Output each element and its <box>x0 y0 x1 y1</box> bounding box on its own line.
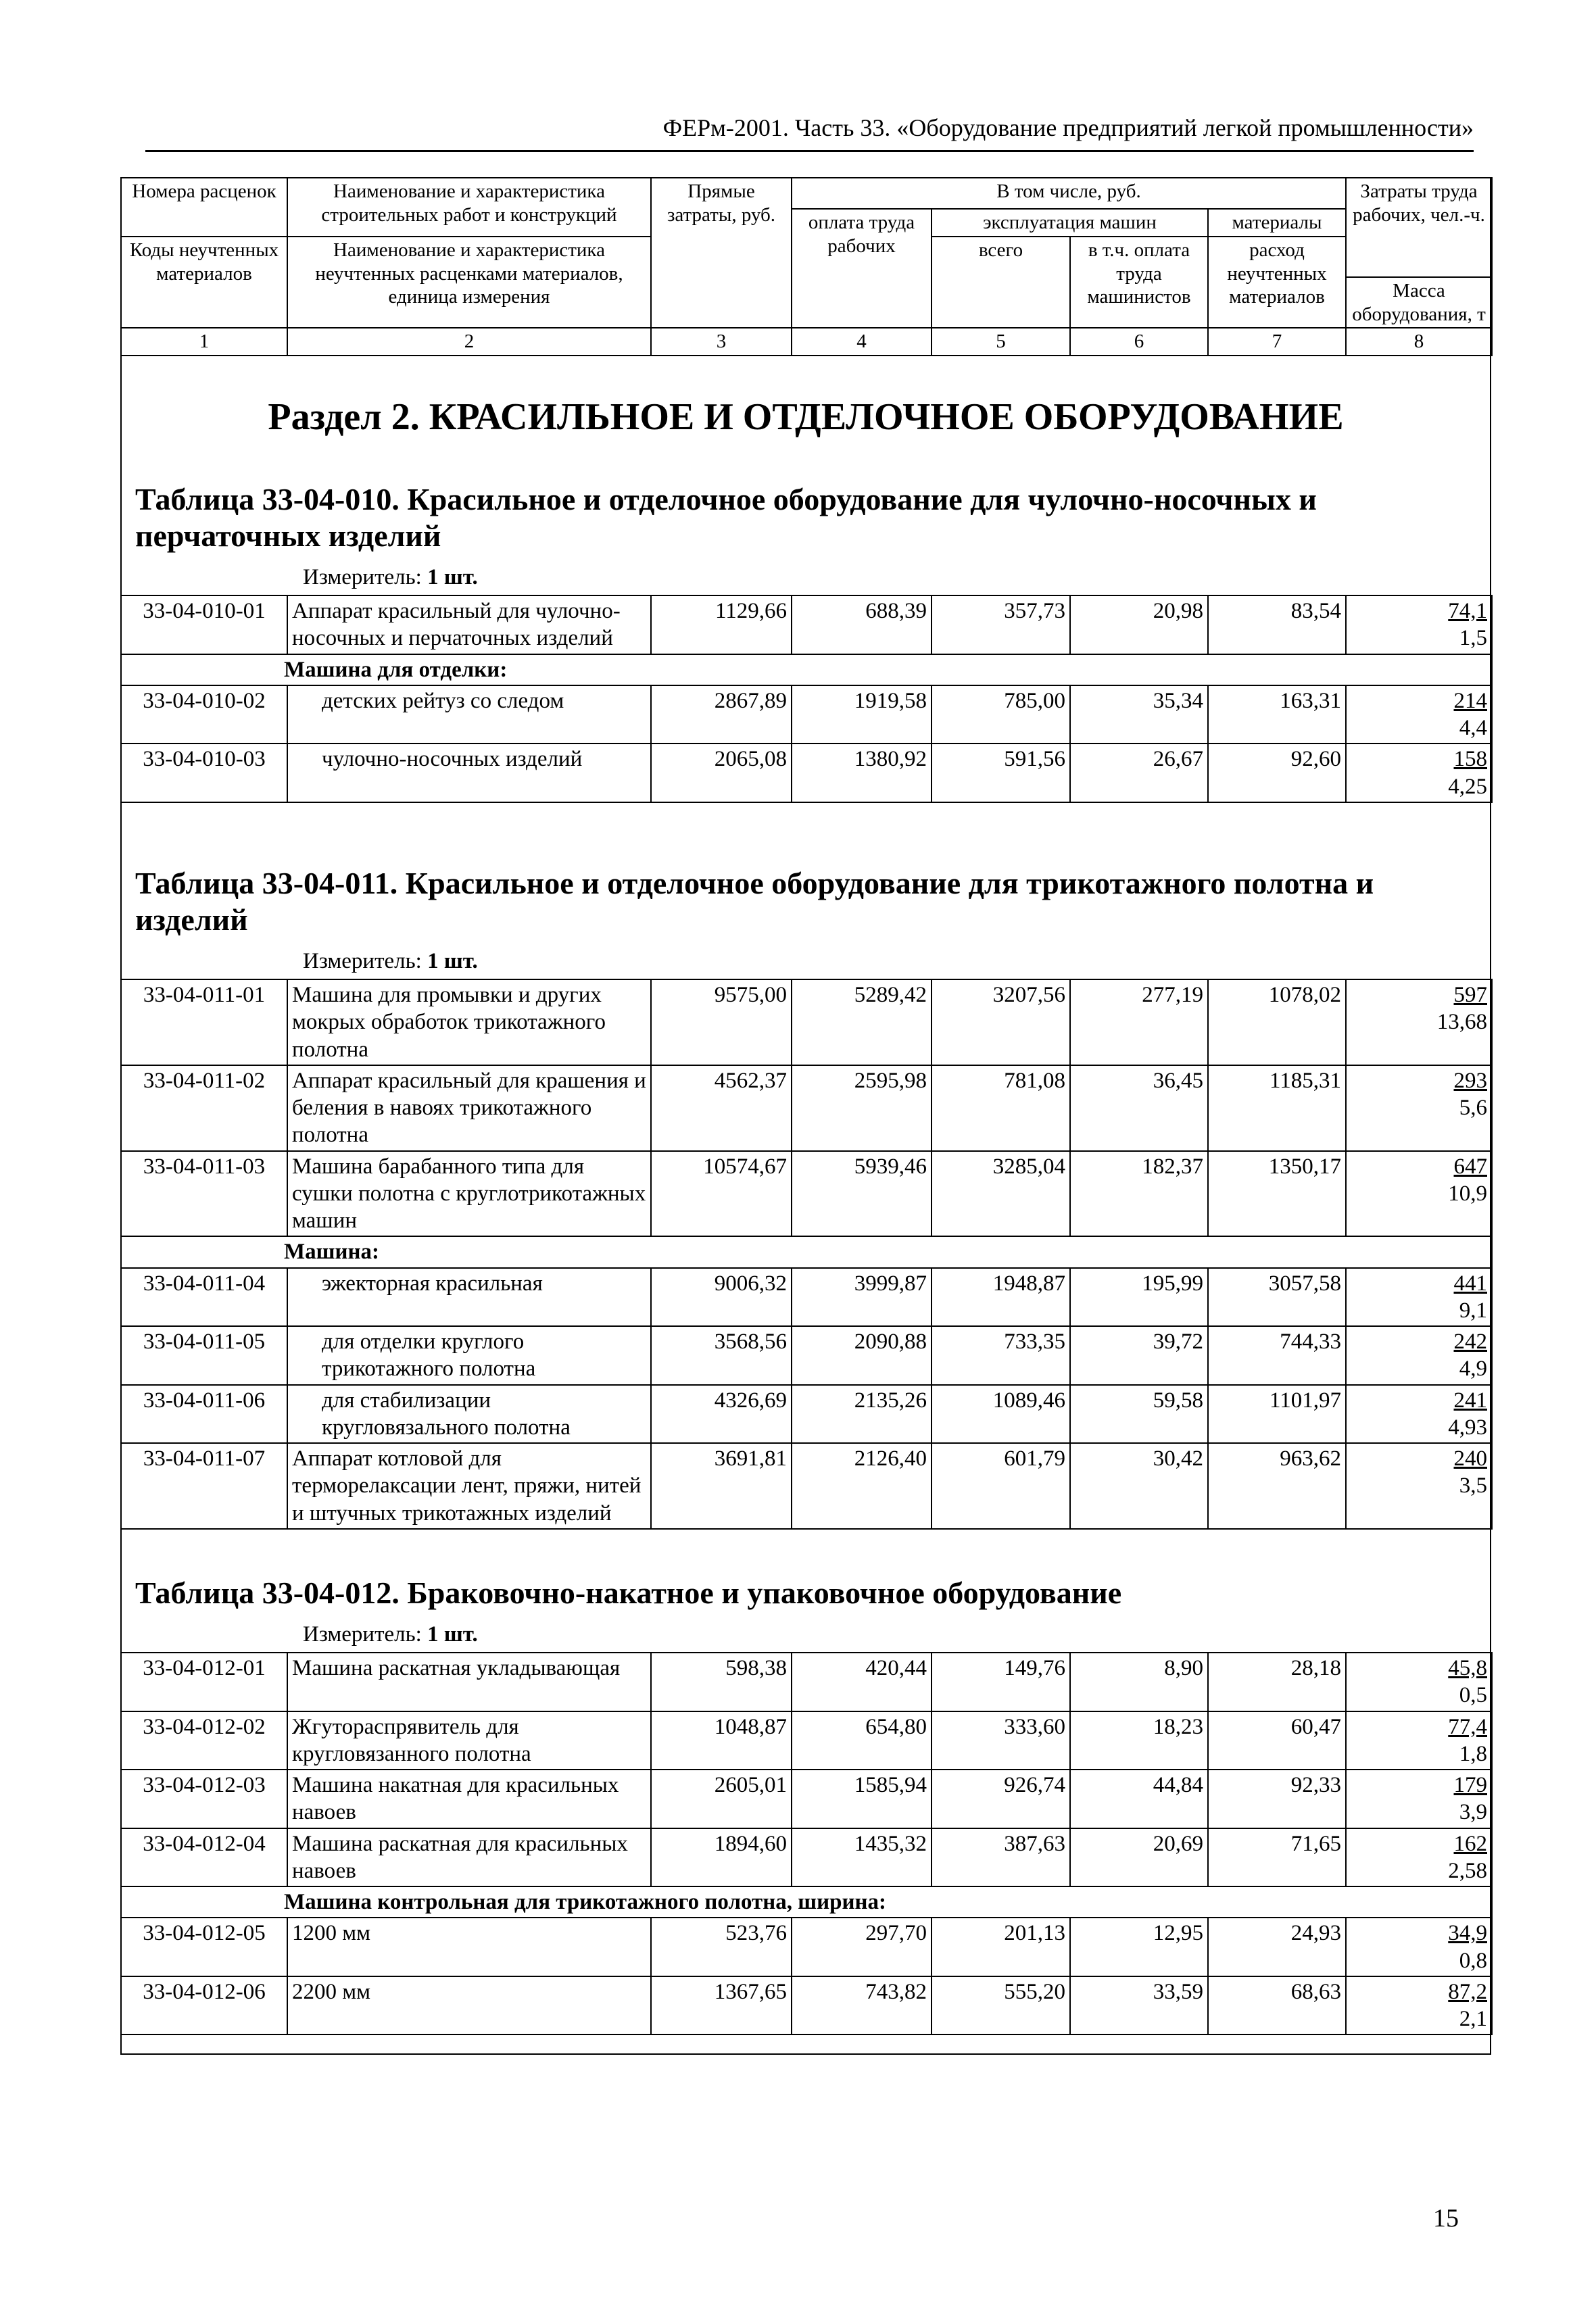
direct-costs-value: 1048,87 <box>651 1711 792 1770</box>
labor-costs-value: 240 <box>1453 1446 1487 1471</box>
rate-code: 33-04-011-02 <box>121 1065 287 1151</box>
machine-total-value: 926,74 <box>932 1770 1070 1828</box>
operator-pay-value: 8,90 <box>1070 1653 1208 1711</box>
rate-code: 33-04-011-06 <box>121 1385 287 1444</box>
section-title: Раздел 2. КРАСИЛЬНОЕ И ОТДЕЛОЧНОЕ ОБОРУДОВАНИЕ <box>268 396 1344 438</box>
column-number: 5 <box>932 328 1070 356</box>
materials-value: 71,65 <box>1208 1828 1346 1887</box>
table-row <box>121 1828 1492 1887</box>
direct-costs-value: 9575,00 <box>651 979 792 1065</box>
rates-table <box>120 595 1493 803</box>
direct-costs-value: 1894,60 <box>651 1828 792 1887</box>
labor-mass-cell <box>1346 1443 1492 1529</box>
equipment-mass-value: 3,9 <box>1459 1800 1487 1825</box>
machine-total-value: 591,56 <box>932 744 1070 802</box>
labor-mass-cell <box>1346 1828 1492 1887</box>
labor-costs-value: 441 <box>1453 1271 1487 1296</box>
column-number: 2 <box>287 328 651 356</box>
column-header-table <box>120 177 1493 356</box>
equipment-mass-value: 9,1 <box>1459 1298 1487 1323</box>
rates-table <box>120 1652 1493 2035</box>
operator-pay-value: 39,72 <box>1070 1326 1208 1385</box>
labor-mass-cell <box>1346 1653 1492 1711</box>
equipment-mass-value: 0,8 <box>1459 1948 1487 1973</box>
rate-code: 33-04-010-03 <box>121 744 287 802</box>
equipment-mass-value: 10,9 <box>1448 1181 1487 1206</box>
rate-name: для стабилизации кругловязального полотна <box>287 1385 651 1444</box>
header-material-usage: расход неучтенных материалов <box>1208 237 1346 328</box>
machine-total-value: 601,79 <box>932 1443 1070 1529</box>
worker-pay-value: 420,44 <box>792 1653 932 1711</box>
column-number: 8 <box>1346 328 1492 356</box>
rate-code: 33-04-012-05 <box>121 1918 287 1976</box>
rate-code: 33-04-012-03 <box>121 1770 287 1828</box>
labor-mass-cell <box>1346 685 1492 744</box>
direct-costs-value: 4562,37 <box>651 1065 792 1151</box>
header-machine-total: всего <box>932 237 1070 328</box>
operator-pay-value: 26,67 <box>1070 744 1208 802</box>
table-title: Таблица 33-04-010. Красильное и отделочное оборудование для чулочно-носочных и перчаточных изделий <box>135 482 1317 554</box>
table-row <box>121 685 1492 744</box>
rate-name: чулочно-носочных изделий <box>287 744 651 802</box>
equipment-mass-value: 3,5 <box>1459 1473 1487 1498</box>
direct-costs-value: 10574,67 <box>651 1151 792 1237</box>
machine-total-value: 3285,04 <box>932 1151 1070 1237</box>
equipment-mass-value: 4,25 <box>1448 774 1487 799</box>
machine-total-value: 785,00 <box>932 685 1070 744</box>
materials-value: 1101,97 <box>1208 1385 1346 1444</box>
labor-mass-cell <box>1346 1326 1492 1385</box>
machine-total-value: 555,20 <box>932 1976 1070 2035</box>
header-worker-pay: оплата труда рабочих <box>792 209 932 328</box>
machine-total-value: 3207,56 <box>932 979 1070 1065</box>
materials-value: 744,33 <box>1208 1326 1346 1385</box>
rate-name: Аппарат красильный для чулочно-носочных и перчаточных изделий <box>287 595 651 654</box>
rate-code: 33-04-011-01 <box>121 979 287 1065</box>
rate-code: 33-04-012-02 <box>121 1711 287 1770</box>
rate-name: Машина барабанного типа для сушки полотна с круглотрикотажных машин <box>287 1151 651 1237</box>
column-number: 6 <box>1070 328 1208 356</box>
machine-total-value: 201,13 <box>932 1918 1070 1976</box>
labor-costs-value: 158 <box>1453 747 1487 772</box>
labor-mass-cell <box>1346 1268 1492 1327</box>
header-materials: материалы <box>1208 209 1346 237</box>
rate-code: 33-04-010-02 <box>121 685 287 744</box>
worker-pay-value: 1919,58 <box>792 685 932 744</box>
measure-unit: Измеритель: 1 шт. <box>303 949 478 973</box>
labor-costs-value: 87,2 <box>1448 1979 1487 2004</box>
materials-value: 92,60 <box>1208 744 1346 802</box>
header-rule <box>145 150 1474 152</box>
equipment-mass-value: 2,1 <box>1459 2007 1487 2031</box>
table-row <box>121 1653 1492 1711</box>
page-header-title: ФЕРм-2001. Часть 33. «Оборудование предприятий легкой промышленности» <box>662 114 1474 141</box>
rate-name: Аппарат котловой для терморелаксации лент, пряжи, нитей и штучных трикотажных изделий <box>287 1443 651 1529</box>
labor-costs-value: 77,4 <box>1448 1714 1487 1739</box>
group-heading: Машина для отделки: <box>121 654 1492 685</box>
table-row <box>121 1151 1492 1237</box>
labor-costs-value: 242 <box>1453 1330 1487 1354</box>
group-heading: Машина: <box>121 1236 1492 1267</box>
machine-total-value: 781,08 <box>932 1065 1070 1151</box>
rate-name: эжекторная красильная <box>287 1268 651 1327</box>
header-material-names: Наименование и характеристика неучтенных расценками материалов, единица измерения <box>287 237 651 328</box>
equipment-mass-value: 2,58 <box>1448 1858 1487 1883</box>
worker-pay-value: 743,82 <box>792 1976 932 2035</box>
direct-costs-value: 3691,81 <box>651 1443 792 1529</box>
measure-unit: Измеритель: 1 шт. <box>303 565 478 589</box>
worker-pay-value: 654,80 <box>792 1711 932 1770</box>
equipment-mass-value: 0,5 <box>1459 1683 1487 1708</box>
operator-pay-value: 44,84 <box>1070 1770 1208 1828</box>
direct-costs-value: 4326,69 <box>651 1385 792 1444</box>
materials-value: 92,33 <box>1208 1770 1346 1828</box>
column-number: 3 <box>651 328 792 356</box>
materials-value: 83,54 <box>1208 595 1346 654</box>
operator-pay-value: 195,99 <box>1070 1268 1208 1327</box>
operator-pay-value: 30,42 <box>1070 1443 1208 1529</box>
page-number: 15 <box>1433 2204 1459 2233</box>
worker-pay-value: 2595,98 <box>792 1065 932 1151</box>
group-heading: Машина контрольная для трикотажного полотна, ширина: <box>121 1886 1492 1918</box>
group-row <box>121 1886 1492 1918</box>
direct-costs-value: 9006,32 <box>651 1268 792 1327</box>
machine-total-value: 333,60 <box>932 1711 1070 1770</box>
header-including: В том числе, руб. <box>792 178 1346 209</box>
materials-value: 1078,02 <box>1208 979 1346 1065</box>
labor-costs-value: 179 <box>1453 1773 1487 1797</box>
header-labor-costs: Затраты труда рабочих, чел.-ч. <box>1346 178 1492 277</box>
materials-value: 3057,58 <box>1208 1268 1346 1327</box>
table-row <box>121 1711 1492 1770</box>
rate-name: детских рейтуз со следом <box>287 685 651 744</box>
operator-pay-value: 36,45 <box>1070 1065 1208 1151</box>
operator-pay-value: 20,98 <box>1070 595 1208 654</box>
column-number: 1 <box>121 328 287 356</box>
labor-mass-cell <box>1346 1918 1492 1976</box>
equipment-mass-value: 13,68 <box>1436 1010 1487 1035</box>
operator-pay-value: 18,23 <box>1070 1711 1208 1770</box>
labor-costs-value: 647 <box>1453 1154 1487 1179</box>
labor-costs-value: 241 <box>1453 1388 1487 1413</box>
rate-name: 1200 мм <box>287 1918 651 1976</box>
table-row <box>121 979 1492 1065</box>
table-row <box>121 1326 1492 1385</box>
direct-costs-value: 1367,65 <box>651 1976 792 2035</box>
labor-mass-cell <box>1346 1065 1492 1151</box>
worker-pay-value: 1435,32 <box>792 1828 932 1887</box>
machine-total-value: 1089,46 <box>932 1385 1070 1444</box>
operator-pay-value: 33,59 <box>1070 1976 1208 2035</box>
worker-pay-value: 3999,87 <box>792 1268 932 1327</box>
rate-name: Аппарат красильный для крашения и беления в навоях трикотажного полотна <box>287 1065 651 1151</box>
rate-code: 33-04-012-01 <box>121 1653 287 1711</box>
labor-mass-cell <box>1346 1385 1492 1444</box>
rate-code: 33-04-012-04 <box>121 1828 287 1887</box>
equipment-mass-value: 4,4 <box>1459 716 1487 740</box>
labor-mass-cell <box>1346 1711 1492 1770</box>
header-operator-pay: в т.ч. оплата труда машинистов <box>1070 237 1208 328</box>
materials-value: 963,62 <box>1208 1443 1346 1529</box>
materials-value: 1350,17 <box>1208 1151 1346 1237</box>
table-row <box>121 1918 1492 1976</box>
header-direct-costs: Прямые затраты, руб. <box>651 178 792 328</box>
rate-name: Машина для промывки и других мокрых обработок трикотажного полотна <box>287 979 651 1065</box>
direct-costs-value: 2605,01 <box>651 1770 792 1828</box>
rate-name: Машина накатная для красильных навоев <box>287 1770 651 1828</box>
worker-pay-value: 2090,88 <box>792 1326 932 1385</box>
worker-pay-value: 688,39 <box>792 595 932 654</box>
header-machine-use: эксплуатация машин <box>932 209 1208 237</box>
operator-pay-value: 277,19 <box>1070 979 1208 1065</box>
worker-pay-value: 1585,94 <box>792 1770 932 1828</box>
materials-value: 1185,31 <box>1208 1065 1346 1151</box>
worker-pay-value: 2135,26 <box>792 1385 932 1444</box>
table-title: Таблица 33-04-011. Красильное и отделочное оборудование для трикотажного полотна и изделий <box>135 866 1374 937</box>
worker-pay-value: 5939,46 <box>792 1151 932 1237</box>
machine-total-value: 357,73 <box>932 595 1070 654</box>
direct-costs-value: 2867,89 <box>651 685 792 744</box>
labor-mass-cell <box>1346 1770 1492 1828</box>
rate-code: 33-04-010-01 <box>121 595 287 654</box>
column-number: 7 <box>1208 328 1346 356</box>
materials-value: 28,18 <box>1208 1653 1346 1711</box>
operator-pay-value: 12,95 <box>1070 1918 1208 1976</box>
table-row <box>121 595 1492 654</box>
operator-pay-value: 20,69 <box>1070 1828 1208 1887</box>
column-number: 4 <box>792 328 932 356</box>
group-row <box>121 1236 1492 1267</box>
machine-total-value: 1948,87 <box>932 1268 1070 1327</box>
equipment-mass-value: 1,5 <box>1459 626 1487 651</box>
equipment-mass-value: 4,93 <box>1448 1415 1487 1440</box>
equipment-mass-value: 4,9 <box>1459 1357 1487 1382</box>
materials-value: 163,31 <box>1208 685 1346 744</box>
materials-value: 60,47 <box>1208 1711 1346 1770</box>
labor-mass-cell <box>1346 1976 1492 2035</box>
machine-total-value: 387,63 <box>932 1828 1070 1887</box>
labor-mass-cell <box>1346 1151 1492 1237</box>
labor-costs-value: 597 <box>1453 983 1487 1007</box>
table-title: Таблица 33-04-012. Браковочно-накатное и упаковочное оборудование <box>135 1576 1122 1610</box>
equipment-mass-value: 5,6 <box>1459 1096 1487 1120</box>
direct-costs-value: 2065,08 <box>651 744 792 802</box>
table-row <box>121 744 1492 802</box>
header-material-codes: Коды неучтенных материалов <box>121 237 287 328</box>
direct-costs-value: 1129,66 <box>651 595 792 654</box>
direct-costs-value: 598,38 <box>651 1653 792 1711</box>
header-work-name: Наименование и характеристика строительных работ и конструкций <box>287 178 651 237</box>
rate-code: 33-04-011-03 <box>121 1151 287 1237</box>
machine-total-value: 733,35 <box>932 1326 1070 1385</box>
operator-pay-value: 59,58 <box>1070 1385 1208 1444</box>
table-row <box>121 1443 1492 1529</box>
rate-name: 2200 мм <box>287 1976 651 2035</box>
rate-code: 33-04-011-04 <box>121 1268 287 1327</box>
rate-name: Машина раскатная укладывающая <box>287 1653 651 1711</box>
worker-pay-value: 2126,40 <box>792 1443 932 1529</box>
table-row <box>121 1976 1492 2035</box>
table-row <box>121 1268 1492 1327</box>
worker-pay-value: 5289,42 <box>792 979 932 1065</box>
labor-costs-value: 162 <box>1453 1831 1487 1856</box>
materials-value: 24,93 <box>1208 1918 1346 1976</box>
direct-costs-value: 3568,56 <box>651 1326 792 1385</box>
operator-pay-value: 35,34 <box>1070 685 1208 744</box>
group-row <box>121 654 1492 685</box>
rate-code: 33-04-011-07 <box>121 1443 287 1529</box>
operator-pay-value: 182,37 <box>1070 1151 1208 1237</box>
labor-mass-cell <box>1346 595 1492 654</box>
labor-mass-cell <box>1346 979 1492 1065</box>
header-equipment-mass: Масса оборудования, т <box>1346 277 1492 328</box>
rates-table <box>120 979 1493 1530</box>
table-row <box>121 1770 1492 1828</box>
labor-mass-cell <box>1346 744 1492 802</box>
table-row <box>121 1385 1492 1444</box>
rate-name: Жгутораспрявитель для кругловязанного полотна <box>287 1711 651 1770</box>
equipment-mass-value: 1,8 <box>1459 1741 1487 1766</box>
rate-name: для отделки круглого трикотажного полотна <box>287 1326 651 1385</box>
rate-code: 33-04-011-05 <box>121 1326 287 1385</box>
materials-value: 68,63 <box>1208 1976 1346 2035</box>
rate-code: 33-04-012-06 <box>121 1976 287 2035</box>
labor-costs-value: 214 <box>1453 688 1487 713</box>
header-rate-number: Номера расценок <box>121 178 287 237</box>
labor-costs-value: 45,8 <box>1448 1656 1487 1680</box>
machine-total-value: 149,76 <box>932 1653 1070 1711</box>
table-row <box>121 1065 1492 1151</box>
rate-name: Машина раскатная для красильных навоев <box>287 1828 651 1887</box>
worker-pay-value: 297,70 <box>792 1918 932 1976</box>
labor-costs-value: 293 <box>1453 1068 1487 1093</box>
measure-unit: Измеритель: 1 шт. <box>303 1622 478 1647</box>
labor-costs-value: 34,9 <box>1448 1921 1487 1946</box>
worker-pay-value: 1380,92 <box>792 744 932 802</box>
direct-costs-value: 523,76 <box>651 1918 792 1976</box>
labor-costs-value: 74,1 <box>1448 599 1487 623</box>
